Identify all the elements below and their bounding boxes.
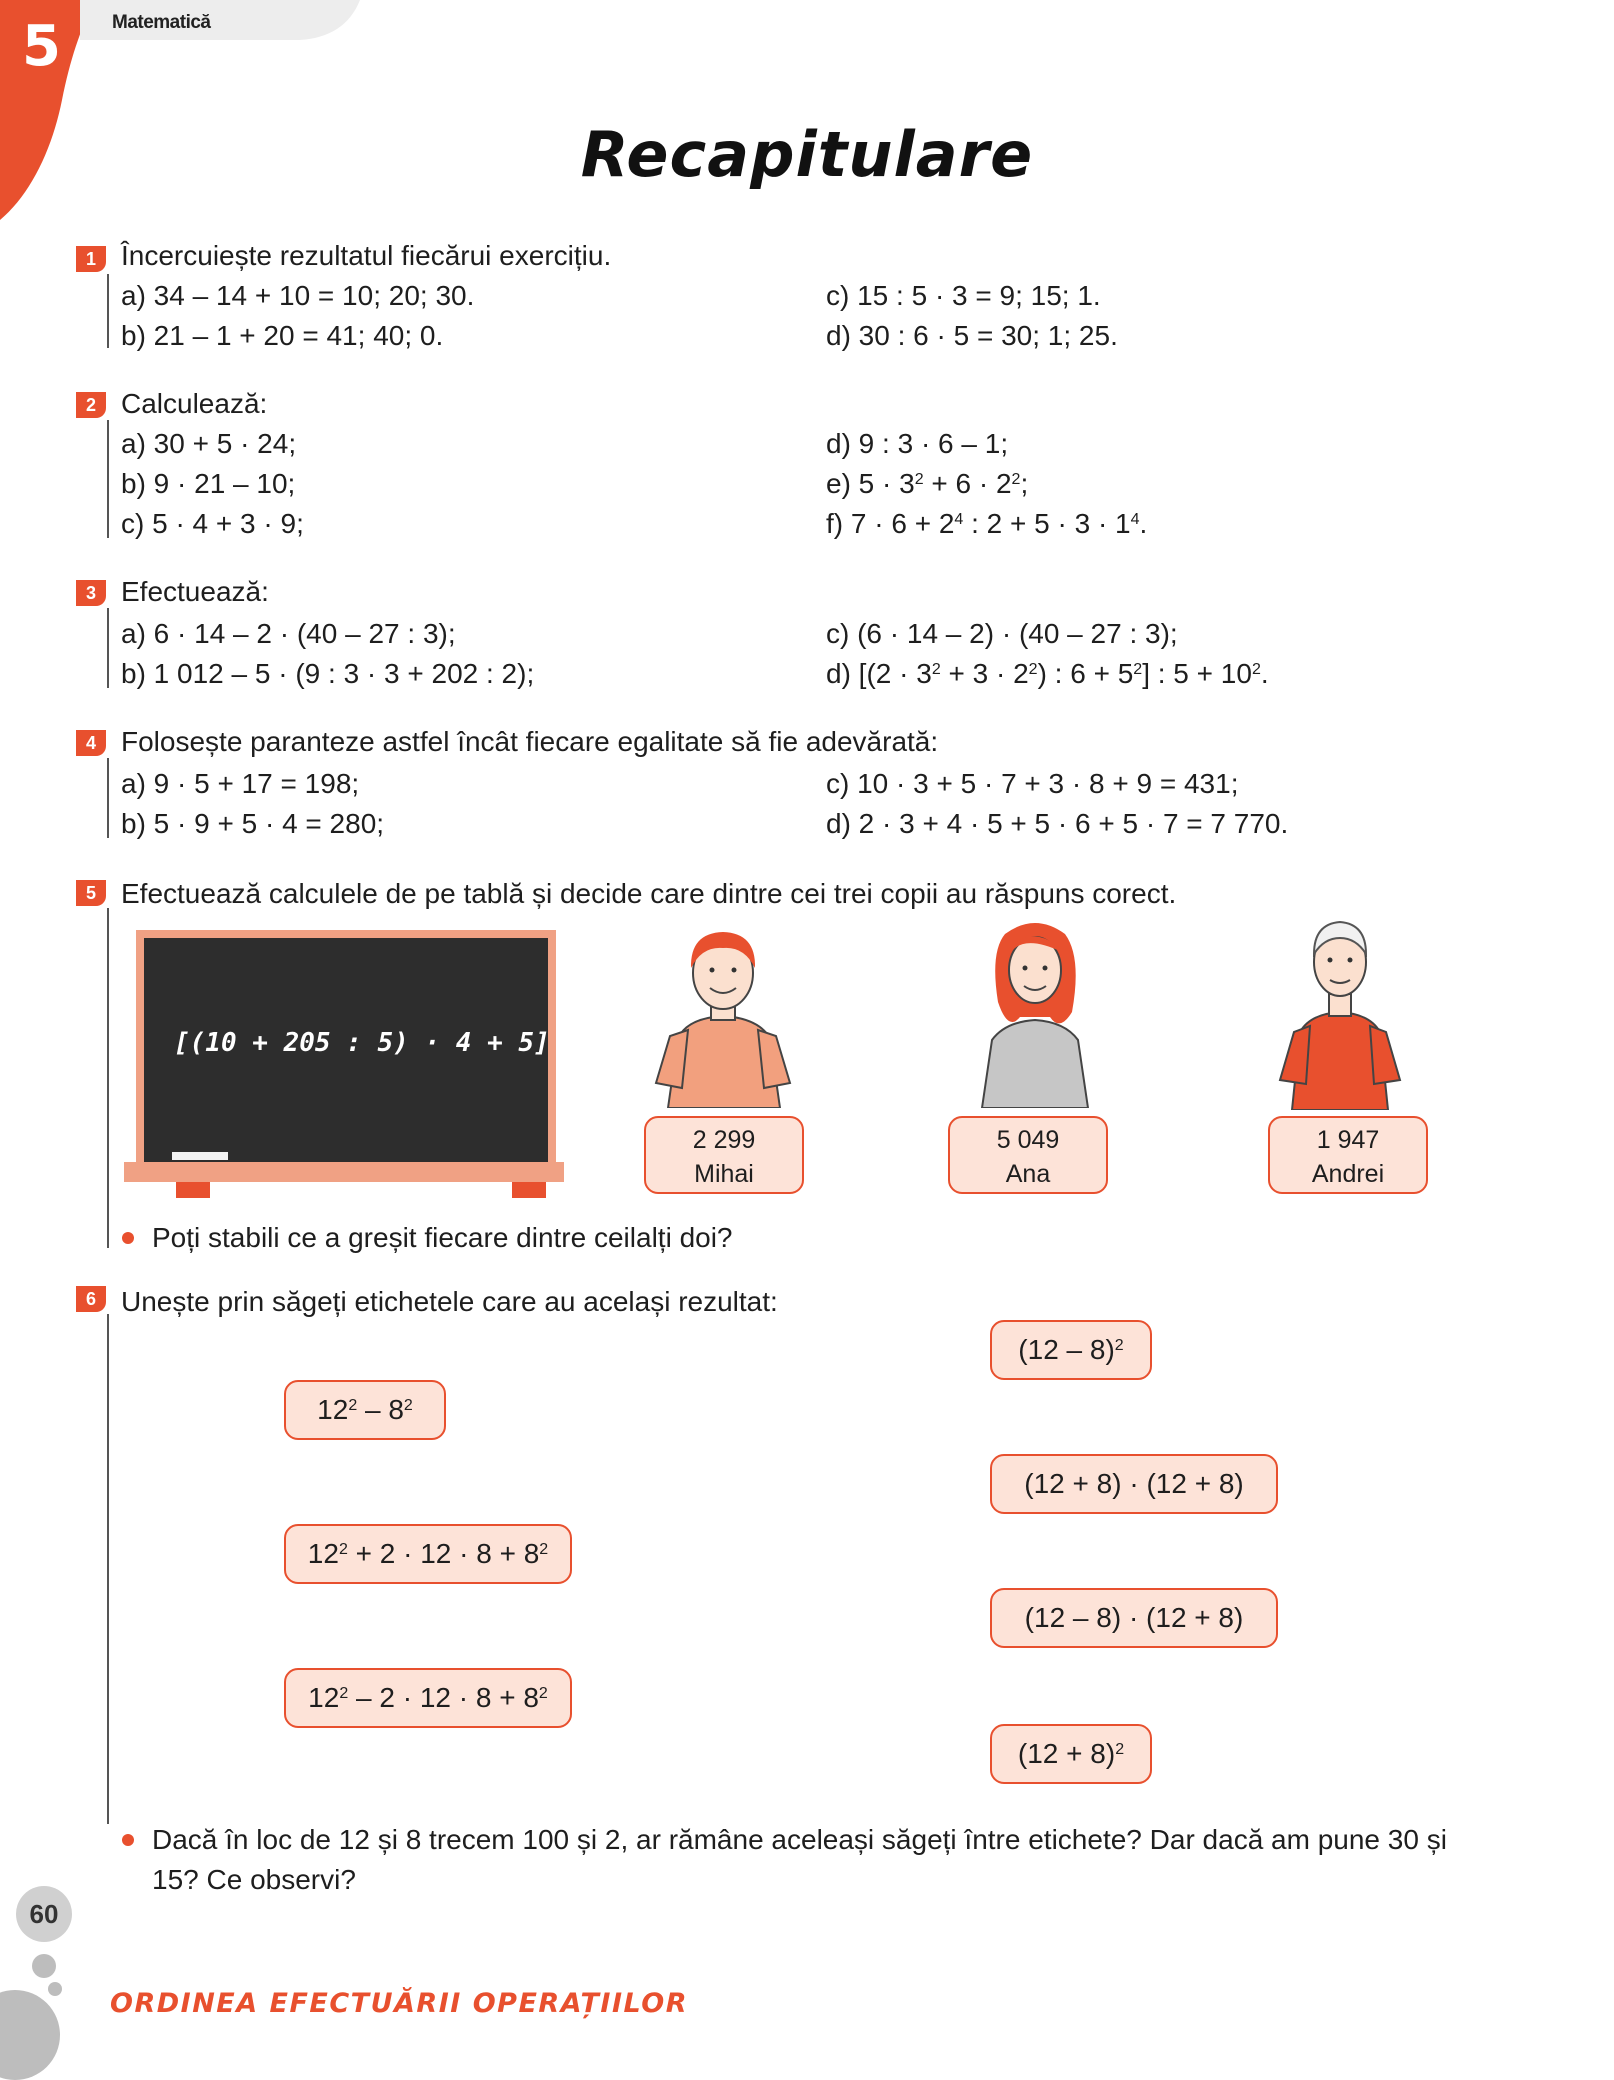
answer-box-andrei: [1268, 1116, 1428, 1194]
exercise-6-question-line2: 15? Ce observi?: [152, 1864, 356, 1895]
exercise-4-bar: [107, 758, 109, 838]
boy-mihai-illustration: [648, 918, 798, 1108]
page-title: Recapitulare: [580, 118, 1034, 191]
exercise-5-badge: 5: [76, 880, 106, 906]
exercise-3-c: c) (6 · 14 – 2) · (40 – 27 : 3);: [826, 618, 1178, 649]
exercise-4-c: c) 10 · 3 + 5 · 7 + 3 · 8 + 9 = 431;: [826, 768, 1239, 799]
exercise-6-question-line1: Dacă în loc de 12 și 8 trecem 100 și 2, ar rămâne aceleași săgeți între etichete? Dar dacă am pune 30 și: [152, 1824, 1447, 1855]
exercise-5-bar: [107, 908, 109, 1248]
answer-name: Andrei: [1311, 1160, 1385, 1188]
answer-value: 2 299: [692, 1126, 756, 1154]
label-left-2[interactable]: $12^2 + 2 \cdot 12 \cdot 8 + 8^2$: [284, 1524, 572, 1584]
label-left-1[interactable]: $12^2 - 8^2$: [284, 1380, 446, 1440]
exercise-2-instruction: Calculează:: [121, 388, 268, 419]
blackboard-expression: [(10 + 205 : 5) · 4 + 5] · 11 =: [174, 1028, 660, 1058]
exercise-3-b: b) 1 012 – 5 · (9 : 3 · 3 + 202 : 2);: [121, 658, 535, 689]
page-number: 60: [16, 1886, 72, 1942]
exercise-1-b: b) 21 – 1 + 20 = 41; 40; 0.: [121, 320, 444, 351]
blackboard-leg-left: [176, 1182, 210, 1198]
exercise-4-instruction: Folosește paranteze astfel încât fiecare egalitate să fie adevărată:: [121, 726, 939, 757]
answer-box-ana: [948, 1116, 1108, 1194]
exercise-2-e: e) $5 \cdot 3^2 + 6 \cdot 2^2$;: [826, 468, 1029, 499]
decorative-dot: [48, 1982, 62, 1996]
exercise-5-instruction: Efectuează calculele de pe tablă și decide care dintre cei trei copii au răspuns corect.: [121, 878, 1177, 909]
blackboard-ledge: [124, 1162, 564, 1182]
exercise-2-f: f) $7 \cdot 6 + 2^4$ : $2 + 5 \cdot 3 \cdot 1^4$.: [826, 508, 1148, 539]
decorative-dot: [32, 1954, 56, 1978]
exercise-4-a: a) 9 · 5 + 17 = 198;: [121, 768, 360, 799]
exercise-4-d: d) 2 · 3 + 4 · 5 + 5 · 6 + 5 · 7 = 7 770.: [826, 808, 1289, 839]
exercise-6-badge: 6: [76, 1286, 106, 1312]
label-right-3[interactable]: (12 – 8) · (12 + 8): [990, 1588, 1278, 1648]
answer-value: 1 947: [1316, 1126, 1380, 1154]
answer-box-mihai: [644, 1116, 804, 1194]
exercise-2-bar: [107, 420, 109, 538]
exercise-3-a: a) 6 · 14 – 2 · (40 – 27 : 3);: [121, 618, 456, 649]
exercise-2-d: d) 9 : 3 · 6 – 1;: [826, 428, 1009, 459]
exercise-6-bar: [107, 1314, 109, 1824]
exercise-6-instruction: Unește prin săgeți etichetele care au același rezultat:: [121, 1286, 778, 1317]
exercise-1-c: c) 15 : 5 · 3 = 9; 15; 1.: [826, 280, 1101, 311]
label-right-4[interactable]: $(12 + 8)^2$: [990, 1724, 1152, 1784]
exercise-5-question: Poți stabili ce a greșit fiecare dintre ceilalți doi?: [152, 1222, 733, 1253]
exercise-2-c: c) 5 · 4 + 3 · 9;: [121, 508, 304, 539]
chalk-icon: [172, 1152, 228, 1160]
bullet-icon: [122, 1834, 134, 1846]
exercise-4-b: b) 5 · 9 + 5 · 4 = 280;: [121, 808, 385, 839]
exercise-4-badge: 4: [76, 730, 106, 756]
exercise-1-badge: 1: [76, 246, 106, 272]
exercise-3-bar: [107, 608, 109, 688]
blackboard-leg-right: [512, 1182, 546, 1198]
chapter-number: 5: [22, 14, 61, 79]
exercise-2-badge: 2: [76, 392, 106, 418]
answer-name: Ana: [1005, 1160, 1051, 1188]
boy-andrei-illustration: [1270, 910, 1410, 1110]
chapter-footer-title: ORDINEA EFECTUĂRII OPERAȚIILOR: [110, 1988, 688, 2019]
girl-ana-illustration: [960, 912, 1110, 1108]
exercise-1-instruction: Încercuiește rezultatul fiecărui exercițiu.: [121, 240, 612, 271]
answer-value: 5 049: [996, 1126, 1060, 1154]
exercise-3-d: d) [$(2 \cdot 3^2 + 3 \cdot 2^2)$ : $6 + 5^2$] : $5 + 10^2$.: [826, 658, 1269, 689]
exercise-2-a: a) 30 + 5 · 24;: [121, 428, 297, 459]
exercise-3-badge: 3: [76, 580, 106, 606]
exercise-3-instruction: Efectuează:: [121, 576, 269, 607]
exercise-1-a: a) 34 – 14 + 10 = 10; 20; 30.: [121, 280, 475, 311]
label-right-2[interactable]: (12 + 8) · (12 + 8): [990, 1454, 1278, 1514]
exercise-1-bar: [107, 274, 109, 348]
bullet-icon: [122, 1232, 134, 1244]
label-right-1[interactable]: (12 – 8)$^2$: [990, 1320, 1152, 1380]
subject-label: Matematică: [112, 12, 211, 33]
exercise-2-b: b) 9 · 21 – 10;: [121, 468, 296, 499]
exercise-1-d: d) 30 : 6 · 5 = 30; 1; 25.: [826, 320, 1118, 351]
answer-name: Mihai: [694, 1160, 754, 1188]
decorative-dot: [0, 1990, 60, 2080]
label-left-3[interactable]: $12^2 - 2 \cdot 12 \cdot 8 + 8^2$: [284, 1668, 572, 1728]
